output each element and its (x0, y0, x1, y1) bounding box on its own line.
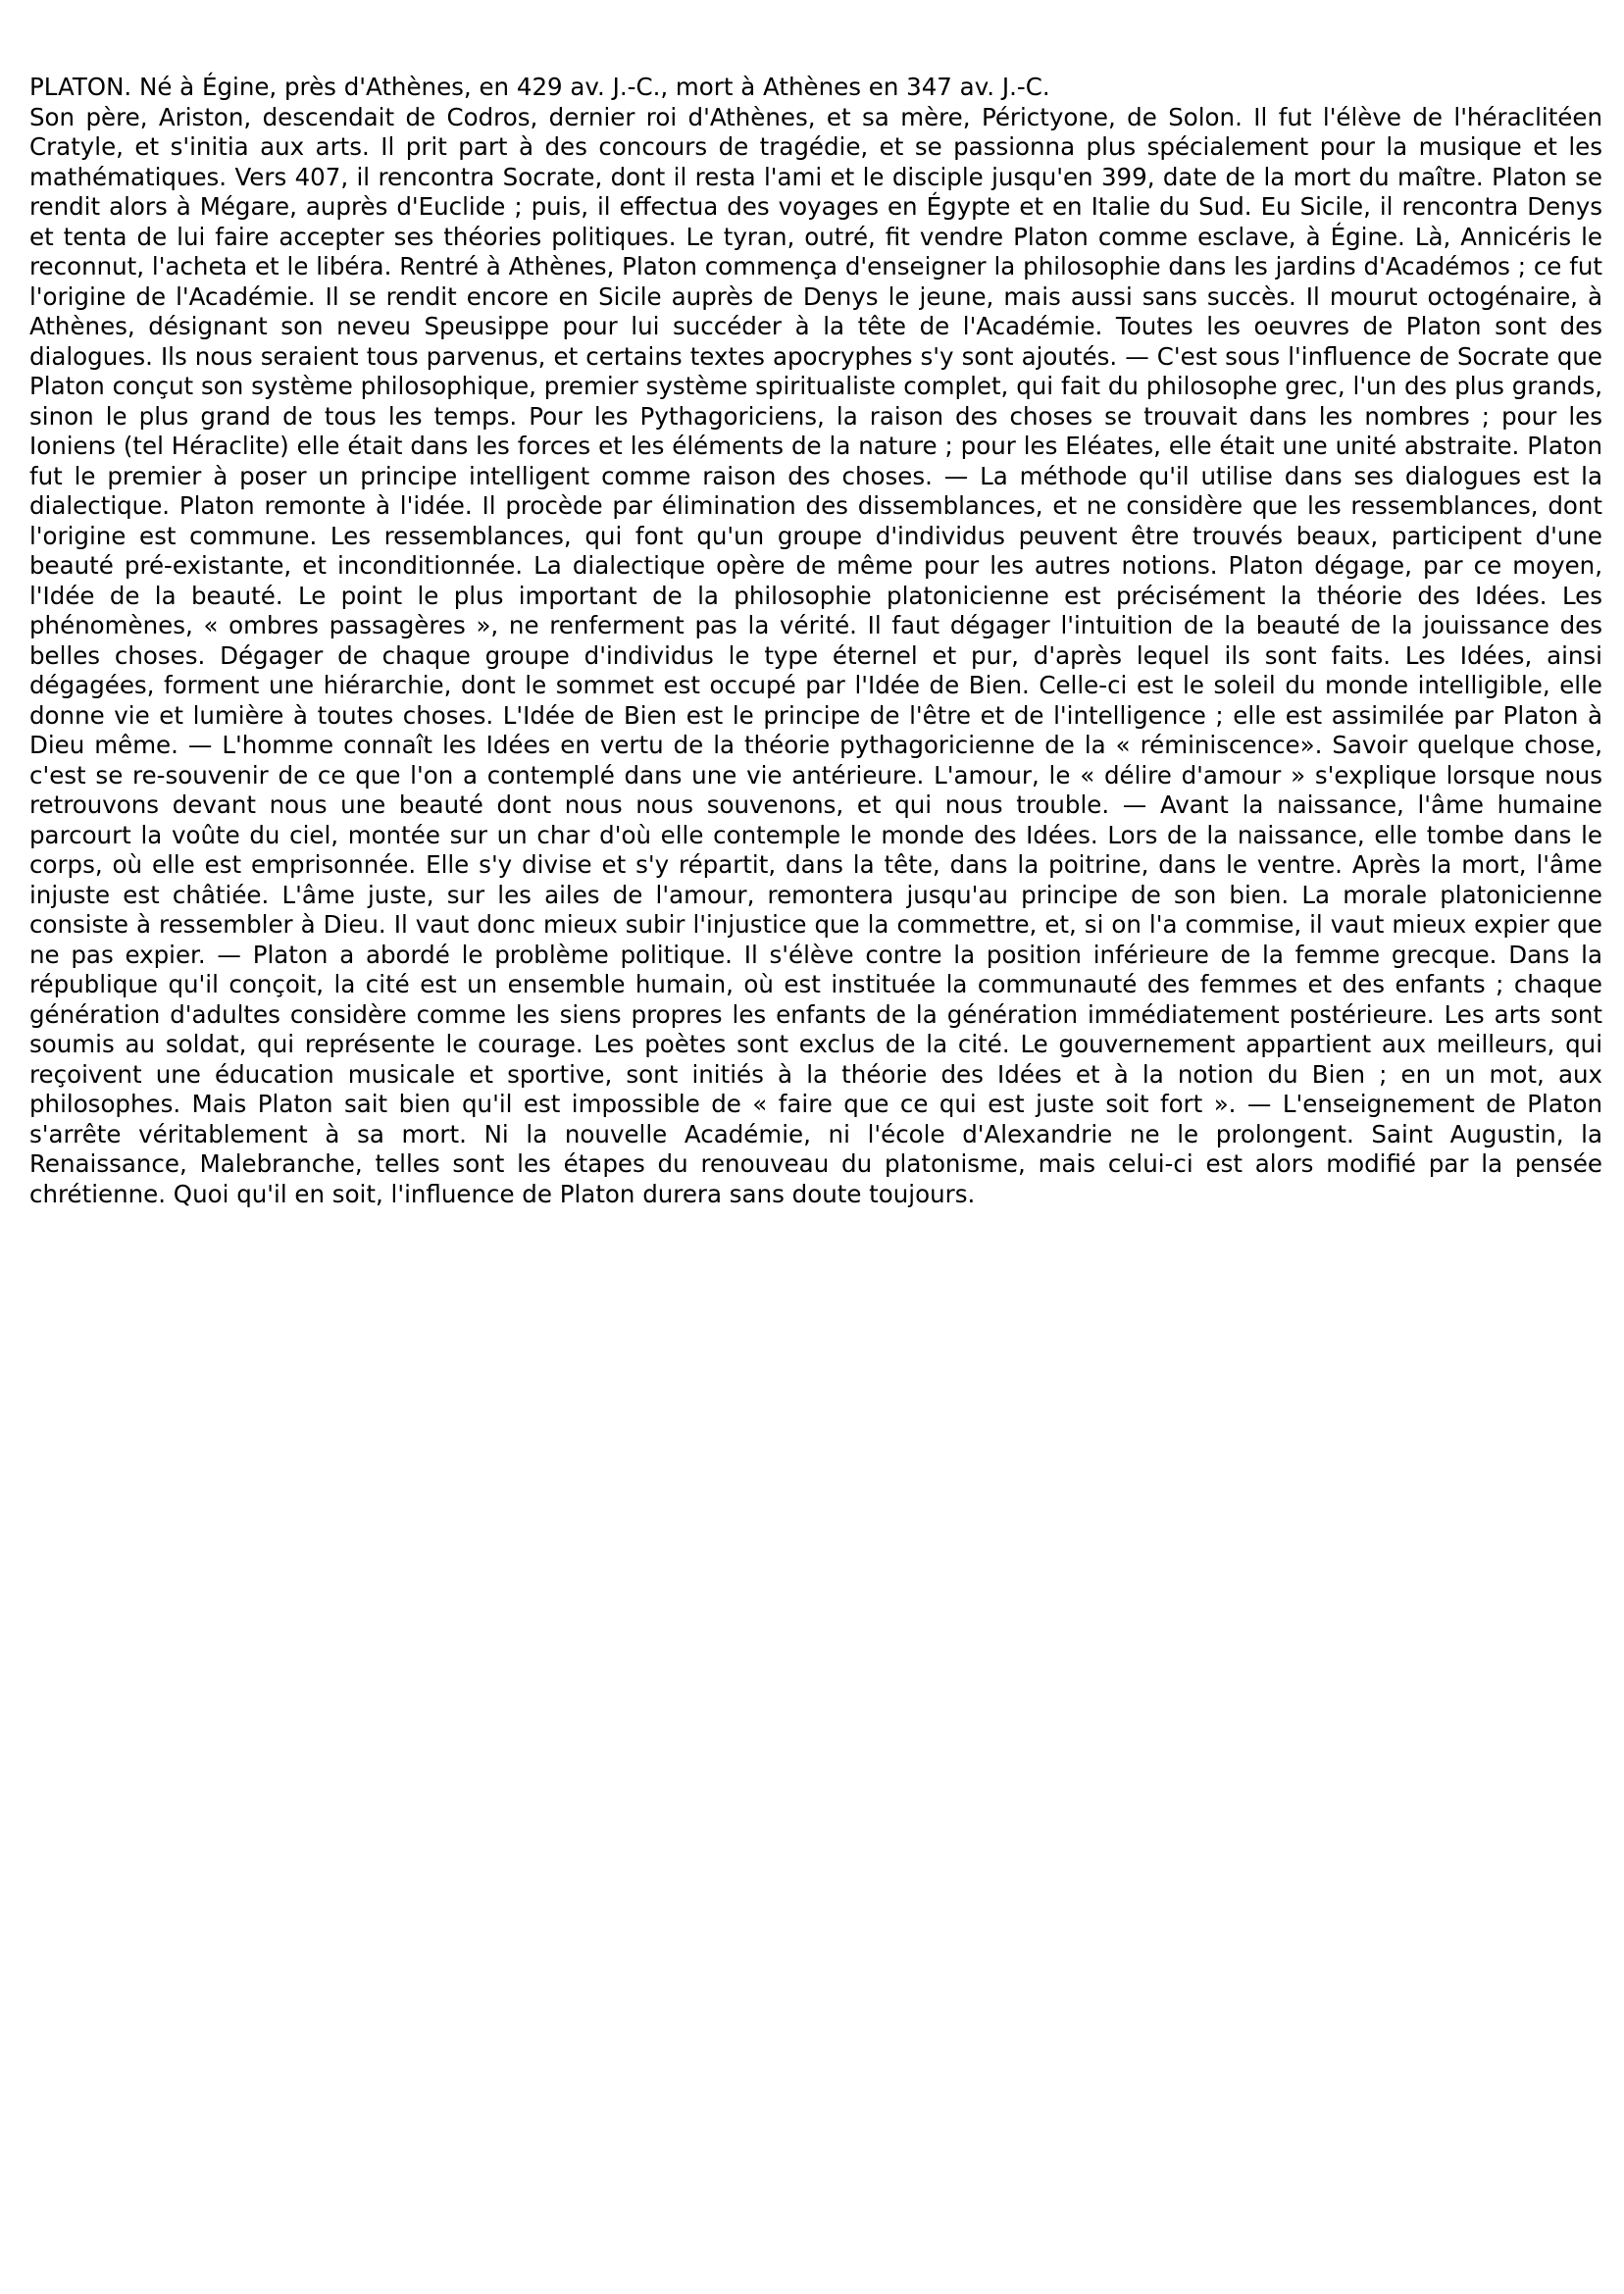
entry-body: Son père, Ariston, descendait de Codros, dernier roi d'Athènes, et sa mère, Périctyone, de Solon. Il fut l'élève de l'héraclitéen Cratyle, et s'initia aux arts. Il prit part à des concours de tragédie, et se passionna plus spécialement pour la musique et les mathématiques. Vers 407, il rencontra Socrate, dont il resta l'ami et le disciple jusqu'en 399, date de la mort du maître. Platon se rendit alors à Mégare, auprès d'Euclide ; puis, il effectua des voyages en Égypte et en Italie du Sud. Eu Sicile, il rencontra Denys et tenta de lui faire accepter ses théories politiques. Le tyran, outré, fit vendre Platon comme esclave, à Égine. Là, Annicéris le reconnut, l'acheta et le libéra. Rentré à Athènes, Platon commença d'enseigner la philosophie dans les jardins d'Académos ; ce fut l'origine de l'Académie. Il se rendit encore en Sicile auprès de Denys le jeune, mais aussi sans succès. Il mourut octogénaire, à Athènes, désignant son neveu Speusippe pour lui succéder à la tête de l'Académie. Toutes les oeuvres de Platon sont des dialogues. Ils nous seraient tous parvenus, et certains textes apocryphes s'y sont ajoutés. — C'est sous l'influence de Socrate que Platon conçut son système philosophique, premier système spiritualiste complet, qui fait du philosophe grec, l'un des plus grands, sinon le plus grand de tous les temps. Pour les Pythagoriciens, la raison des choses se trouvait dans les nombres ; pour les Ioniens (tel Héraclite) elle était dans les forces et les éléments de la nature ; pour les Eléates, elle était une unité abstraite. Platon fut le premier à poser un principe intelligent comme raison des choses. — La méthode qu'il utilise dans ses dialogues est la dialectique. Platon remonte à l'idée. Il procède par élimination des dissemblances, et ne considère que les ressemblances, dont l'origine est commune. Les ressemblances, qui font qu'un groupe d'individus peuvent être trouvés beaux, participent d'une beauté pré-existante, et inconditionnée. La dialectique opère de même pour les autres notions. Platon dégage, par ce moyen, l'Idée de la beauté. Le point le plus important de la philosophie platonicienne est précisément la théorie des Idées. Les phénomènes, « ombres passagères », ne renferment pas la vérité. Il faut dégager l'intuition de la beauté de la jouissance des belles choses. Dégager de chaque groupe d'individus le type éternel et pur, d'après lequel ils sont faits. Les Idées, ainsi dégagées, forment une hiérarchie, dont le sommet est occupé par l'Idée de Bien. Celle-ci est le soleil du monde intelligible, elle donne vie et lumière à toutes choses. L'Idée de Bien est le principe de l'être et de l'intelligence ; elle est assimilée par Platon à Dieu même. — L'homme connaît les Idées en vertu de la théorie pythagoricienne de la « réminiscence». Savoir quelque chose, c'est se re-souvenir de ce que l'on a contemplé dans une vie antérieure. L'amour, le « délire d'amour » s'explique lorsque nous retrouvons devant nous une beauté dont nous nous souvenons, et qui nous trouble. — Avant la naissance, l'âme humaine parcourt la voûte du ciel, montée sur un char d'où elle contemple le monde des Idées. Lors de la naissance, elle tombe dans le corps, où elle est emprisonnée. Elle s'y divise et s'y répartit, dans la tête, dans la poitrine, dans le ventre. Après la mort, l'âme injuste est châtiée. L'âme juste, sur les ailes de l'amour, remontera jusqu'au principe de son bien. La morale platonicienne consiste à ressembler à Dieu. Il vaut donc mieux subir l'injustice que la commettre, et, si on l'a commise, il vaut mieux expier que ne pas expier. — Platon a abordé le problème politique. Il s'élève contre la position inférieure de la femme grecque. Dans la république qu'il conçoit, la cité est un ensemble humain, où est instituée la communauté des femmes et des enfants ; chaque génération d'adultes considère comme les siens propres les enfants de la génération immédiatement postérieure. Les arts sont soumis au soldat, qui représente le courage. Les poètes sont exclus de la cité. Le gouvernement appartient aux meilleurs, qui reçoivent une éducation musicale et sportive, sont initiés à la théorie des Idées et à la notion du Bien ; en un mot, aux philosophes. Mais Platon sait bien qu'il est impossible de « faire que ce qui est juste soit fort ». — L'enseignement de Platon s'arrête véritablement à sa mort. Ni la nouvelle Académie, ni l'école d'Alexandrie ne le prolongent. Saint Augustin, la Renaissance, Malebranche, telles sont les étapes du renouveau du platonisme, mais celui-ci est alors modifié par la pensée chrétienne. Quoi qu'il en soit, l'influence de Platon durera sans doute toujours. (29, 102, 1602, 1208)
document-page (29, 73, 1602, 1209)
entry-heading: PLATON. Né à Égine, près d'Athènes, en 429 av. J.-C., mort à Athènes en 347 av. J.-C. (29, 73, 1050, 101)
